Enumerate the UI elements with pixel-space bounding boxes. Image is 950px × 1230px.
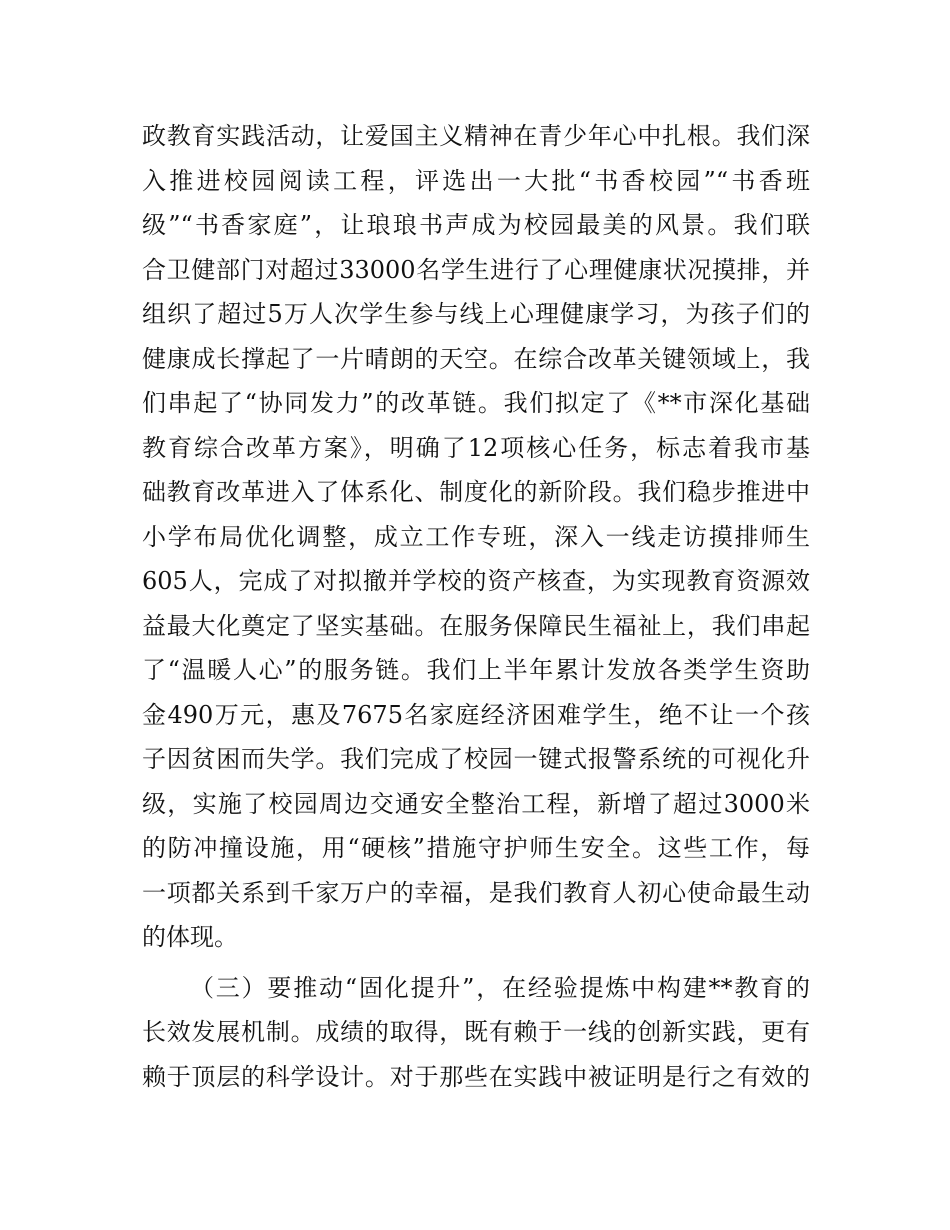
paragraph-line: 础教育改革进入了体系化、制度化的新阶段。我们稳步推进中 — [142, 478, 810, 506]
paragraph-line: 的体现。 — [142, 923, 238, 951]
paragraph-line: 赖于顶层的科学设计。对于那些在实践中被证明是行之有效的 — [142, 1062, 810, 1091]
paragraph-line: 政教育实践活动，让爱国主义精神在青少年心中扎根。我们深 — [142, 122, 810, 150]
document-body — [142, 114, 810, 1099]
paragraph-line: 的防冲撞设施，用“硬核”措施守护师生安全。这些工作，每 — [142, 834, 810, 862]
paragraph-line: 金490万元，惠及7675名家庭经济困难学生，绝不让一个孩 — [142, 700, 810, 729]
paragraph-line: 605人，完成了对拟撤并学校的资产核查，为实现教育资源效 — [142, 567, 810, 595]
paragraph-line: 们串起了“协同发力”的改革链。我们拟定了《**市深化基础 — [142, 389, 810, 417]
paragraph-line: 健康成长撑起了一片晴朗的天空。在综合改革关键领域上，我 — [142, 344, 810, 373]
paragraph-line: 子因贫困而失学。我们完成了校园一键式报警系统的可视化升 — [142, 745, 810, 773]
paragraph-line: 组织了超过5万人次学生参与线上心理健康学习，为孩子们的 — [142, 300, 810, 328]
paragraph-line: 一项都关系到千家万户的幸福，是我们教育人初心使命最生动 — [142, 878, 810, 907]
paragraph-2 — [142, 966, 810, 1100]
paragraph-line: 长效发展机制。成绩的取得，既有赖于一线的创新实践，更有 — [142, 1018, 810, 1046]
paragraph-line: 级”“书香家庭”，让琅琅书声成为校园最美的风景。我们联 — [142, 211, 810, 239]
paragraph-line: （三）要推动“固化提升”，在经验提炼中构建**教育的 — [190, 973, 810, 1002]
paragraph-line: 小学布局优化调整，成立工作专班，深入一线走访摸排师生 — [142, 522, 810, 551]
paragraph-line: 益最大化奠定了坚实基础。在服务保障民生福祉上，我们串起 — [142, 611, 810, 640]
paragraph-line: 合卫健部门对超过33000名学生进行了心理健康状况摸排，并 — [142, 255, 810, 284]
paragraph-line: 入推进校园阅读工程，评选出一大批“书香校园”“书香班 — [142, 166, 810, 195]
paragraph-line: 教育综合改革方案》，明确了12项核心任务，标志着我市基 — [142, 433, 810, 462]
paragraph-1 — [142, 114, 810, 960]
paragraph-line: 了“温暖人心”的服务链。我们上半年累计发放各类学生资助 — [142, 656, 810, 684]
paragraph-line: 级，实施了校园周边交通安全整治工程，新增了超过3000米 — [142, 789, 810, 818]
